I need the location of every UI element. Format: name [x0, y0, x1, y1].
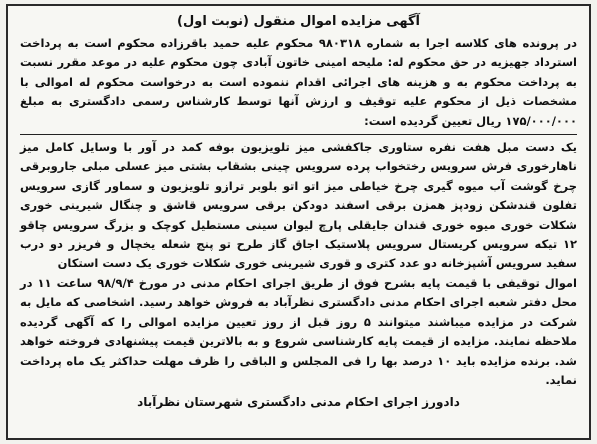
notice-paragraph-terms: اموال توقیفی با قیمت پایه بشرح فوق از طریق اجرای احکام مدنی در مورخ ۹۸/۹/۴ ساعت ۱۱ در محل دفتر شعبه اجرای احکام مدنی دادگستری نظرآباد به فروش خواهد رسید. اشخاصی که مایل به شرکت در مزایده میباشند میتوانند ۵ روز قبل از روز تعیین مزایده اموالی را که آگهی گردیده ملاحظه نمایند. مزایده از قیمت پایه کارشناسی شروع و به بالاترین قیمت پیشنهادی فروخته خواهد شد. برنده مزایده باید ۱۰ درصد بها را فی المجلس و الباقی را ظرف مهلت حداکثر یک ماه پرداخت نماید. [20, 275, 578, 387]
legal-notice [6, 4, 591, 440]
notice-signature: دادورز اجرای احکام مدنی دادگستری شهرستان نظرآباد [137, 395, 460, 410]
divider [20, 134, 577, 135]
notice-title: آگهی مزایده اموال منقول (نوبت اول) [177, 14, 420, 29]
notice-paragraph-items: یک دست مبل هفت نفره ستاوری جاکفشی میز تلویزیون بوفه کمد در آور با وسایل کامل میز ناهارخوری فرش سرویس رختخواب پرده سرویس چینی بشقاب بشتی میز عسلی مبلی جاروبرقی چرخ گوشت آب میوه گیری چرخ خیاطی میز اتو اتو بلوبر ترازو تلویزیون و سماور گازی سرویس تفلون قندشکن زودپز همزن برقی اسفند دودکن برقی سرویس قاشق و چنگال شیرینی خوری شکلات خوری میوه خوری قندان جایقلی پارچ لیوان سینی مستطیل کوچک و بزرگ سرویس چاقو ۱۲ تیکه سرویس کریستال سرویس پلاستیک اجاق گاز طرح تو پنج شعله یخچال و فریزر دو درب سفید سرویس آشپزخانه دو عدد کتری و قوری شیرینی خوری شکلات خوری یک دست استکان [20, 140, 577, 271]
notice-paragraph-intro: در پرونده های کلاسه اجرا به شماره ۹۸۰۳۱۸ محکوم علیه حمید باقرزاده محکوم است به پرداخت استرداد جهیزیه در حق محکوم له: ملیحه امینی خاتون آبادی چون محکوم علیه در موعد مقرر نسبت به پرداخت محکوم به و هزینه های اجرائی اقدام ننموده است به درخواست محکوم له اموالی با مشخصات ذیل از محکوم علیه توقیف و ارزش آنها توسط کارشناس رسمی دادگستری به مبلغ ۱۷۵/۰۰۰/۰۰۰ ریال تعیین گردیده است: [20, 36, 577, 128]
